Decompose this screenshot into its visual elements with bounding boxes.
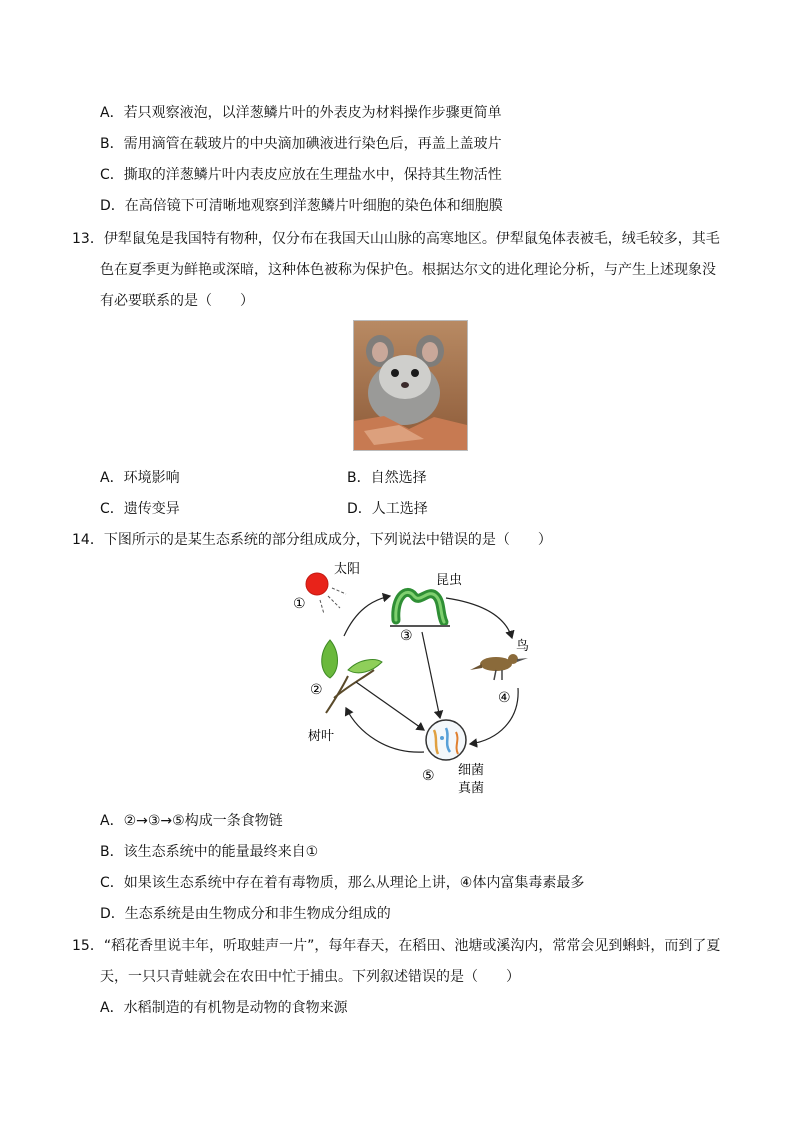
q13-stem-line1: 13．伊犁鼠兔是我国特有物种，仅分布在我国天山山脉的高寒地区。伊犁鼠兔体表被毛，绒毛较多，其毛 xyxy=(72,231,720,247)
arrow-insect-to-bird xyxy=(446,598,512,638)
q13-option-a: A．环境影响 xyxy=(100,470,180,486)
arrow-leaf-to-bacteria xyxy=(356,682,424,730)
marker-2: ② xyxy=(310,682,323,698)
q14-option-a: A．②→③→⑤构成一条食物链 xyxy=(100,813,283,829)
q13-stem-line3: 有必要联系的是（ ） xyxy=(100,293,254,309)
q13-option-c: C．遗传变异 xyxy=(100,501,180,517)
sun-label: 太阳 xyxy=(334,562,361,577)
q12-option-c: C．撕取的洋葱鳞片叶内表皮应放在生理盐水中，保持其生物活性 xyxy=(100,167,502,183)
q13-stem-line2: 色在夏季更为鲜艳或深暗，这种体色被称为保护色。根据达尔文的进化理论分析，与产生上述现象没 xyxy=(100,262,716,278)
bacteria-label-2: 真菌 xyxy=(458,781,485,796)
sun-icon xyxy=(306,573,346,614)
q13-option-d: D．人工选择 xyxy=(347,501,428,517)
leaf-icon xyxy=(322,640,382,713)
ecosystem-diagram xyxy=(286,558,546,803)
bacteria-label-1: 细菌 xyxy=(458,763,485,778)
bird-icon xyxy=(470,654,528,680)
q15-stem-line2: 天，一只只青蛙就会在农田中忙于捕虫。下列叙述错误的是（ ） xyxy=(100,969,520,985)
bird-label: 鸟 xyxy=(516,639,530,654)
arrow-leaf-to-insect xyxy=(344,596,390,636)
q15-option-a: A．水稻制造的有机物是动物的食物来源 xyxy=(100,1000,348,1016)
caterpillar-icon xyxy=(390,592,450,626)
arrow-bird-to-bacteria xyxy=(470,688,518,744)
leaf-label: 树叶 xyxy=(308,729,335,744)
arrow-insect-to-bacteria xyxy=(422,632,440,718)
insect-label: 昆虫 xyxy=(436,573,463,588)
q13-option-b: B．自然选择 xyxy=(347,470,427,486)
pika-photo xyxy=(353,320,468,451)
marker-3: ③ xyxy=(400,628,413,644)
q14-option-d: D．生态系统是由生物成分和非生物成分组成的 xyxy=(100,906,391,922)
marker-4: ④ xyxy=(498,690,511,706)
marker-1: ① xyxy=(293,596,306,612)
q12-option-a: A．若只观察液泡，以洋葱鳞片叶的外表皮为材料操作步骤更简单 xyxy=(100,105,502,121)
q15-stem-line1: 15．“稻花香里说丰年，听取蛙声一片”，每年春天，在稻田、池塘或溪沟内，常常会见到蝌蚪，而到了夏 xyxy=(72,938,721,954)
q14-option-c: C．如果该生态系统中存在着有毒物质，那么从理论上讲，④体内富集毒素最多 xyxy=(100,875,585,891)
bacteria-icon xyxy=(426,720,466,760)
arrow-bacteria-to-leaf xyxy=(346,708,424,752)
q14-stem: 14．下图所示的是某生态系统的部分组成成分，下列说法中错误的是（ ） xyxy=(72,532,552,548)
q12-option-b: B．需用滴管在载玻片的中央滴加碘液进行染色后，再盖上盖玻片 xyxy=(100,136,502,152)
marker-5: ⑤ xyxy=(422,768,435,784)
q14-option-b: B．该生态系统中的能量最终来自① xyxy=(100,844,319,860)
q12-option-d: D．在高倍镜下可清晰地观察到洋葱鳞片叶细胞的染色体和细胞膜 xyxy=(100,198,503,214)
